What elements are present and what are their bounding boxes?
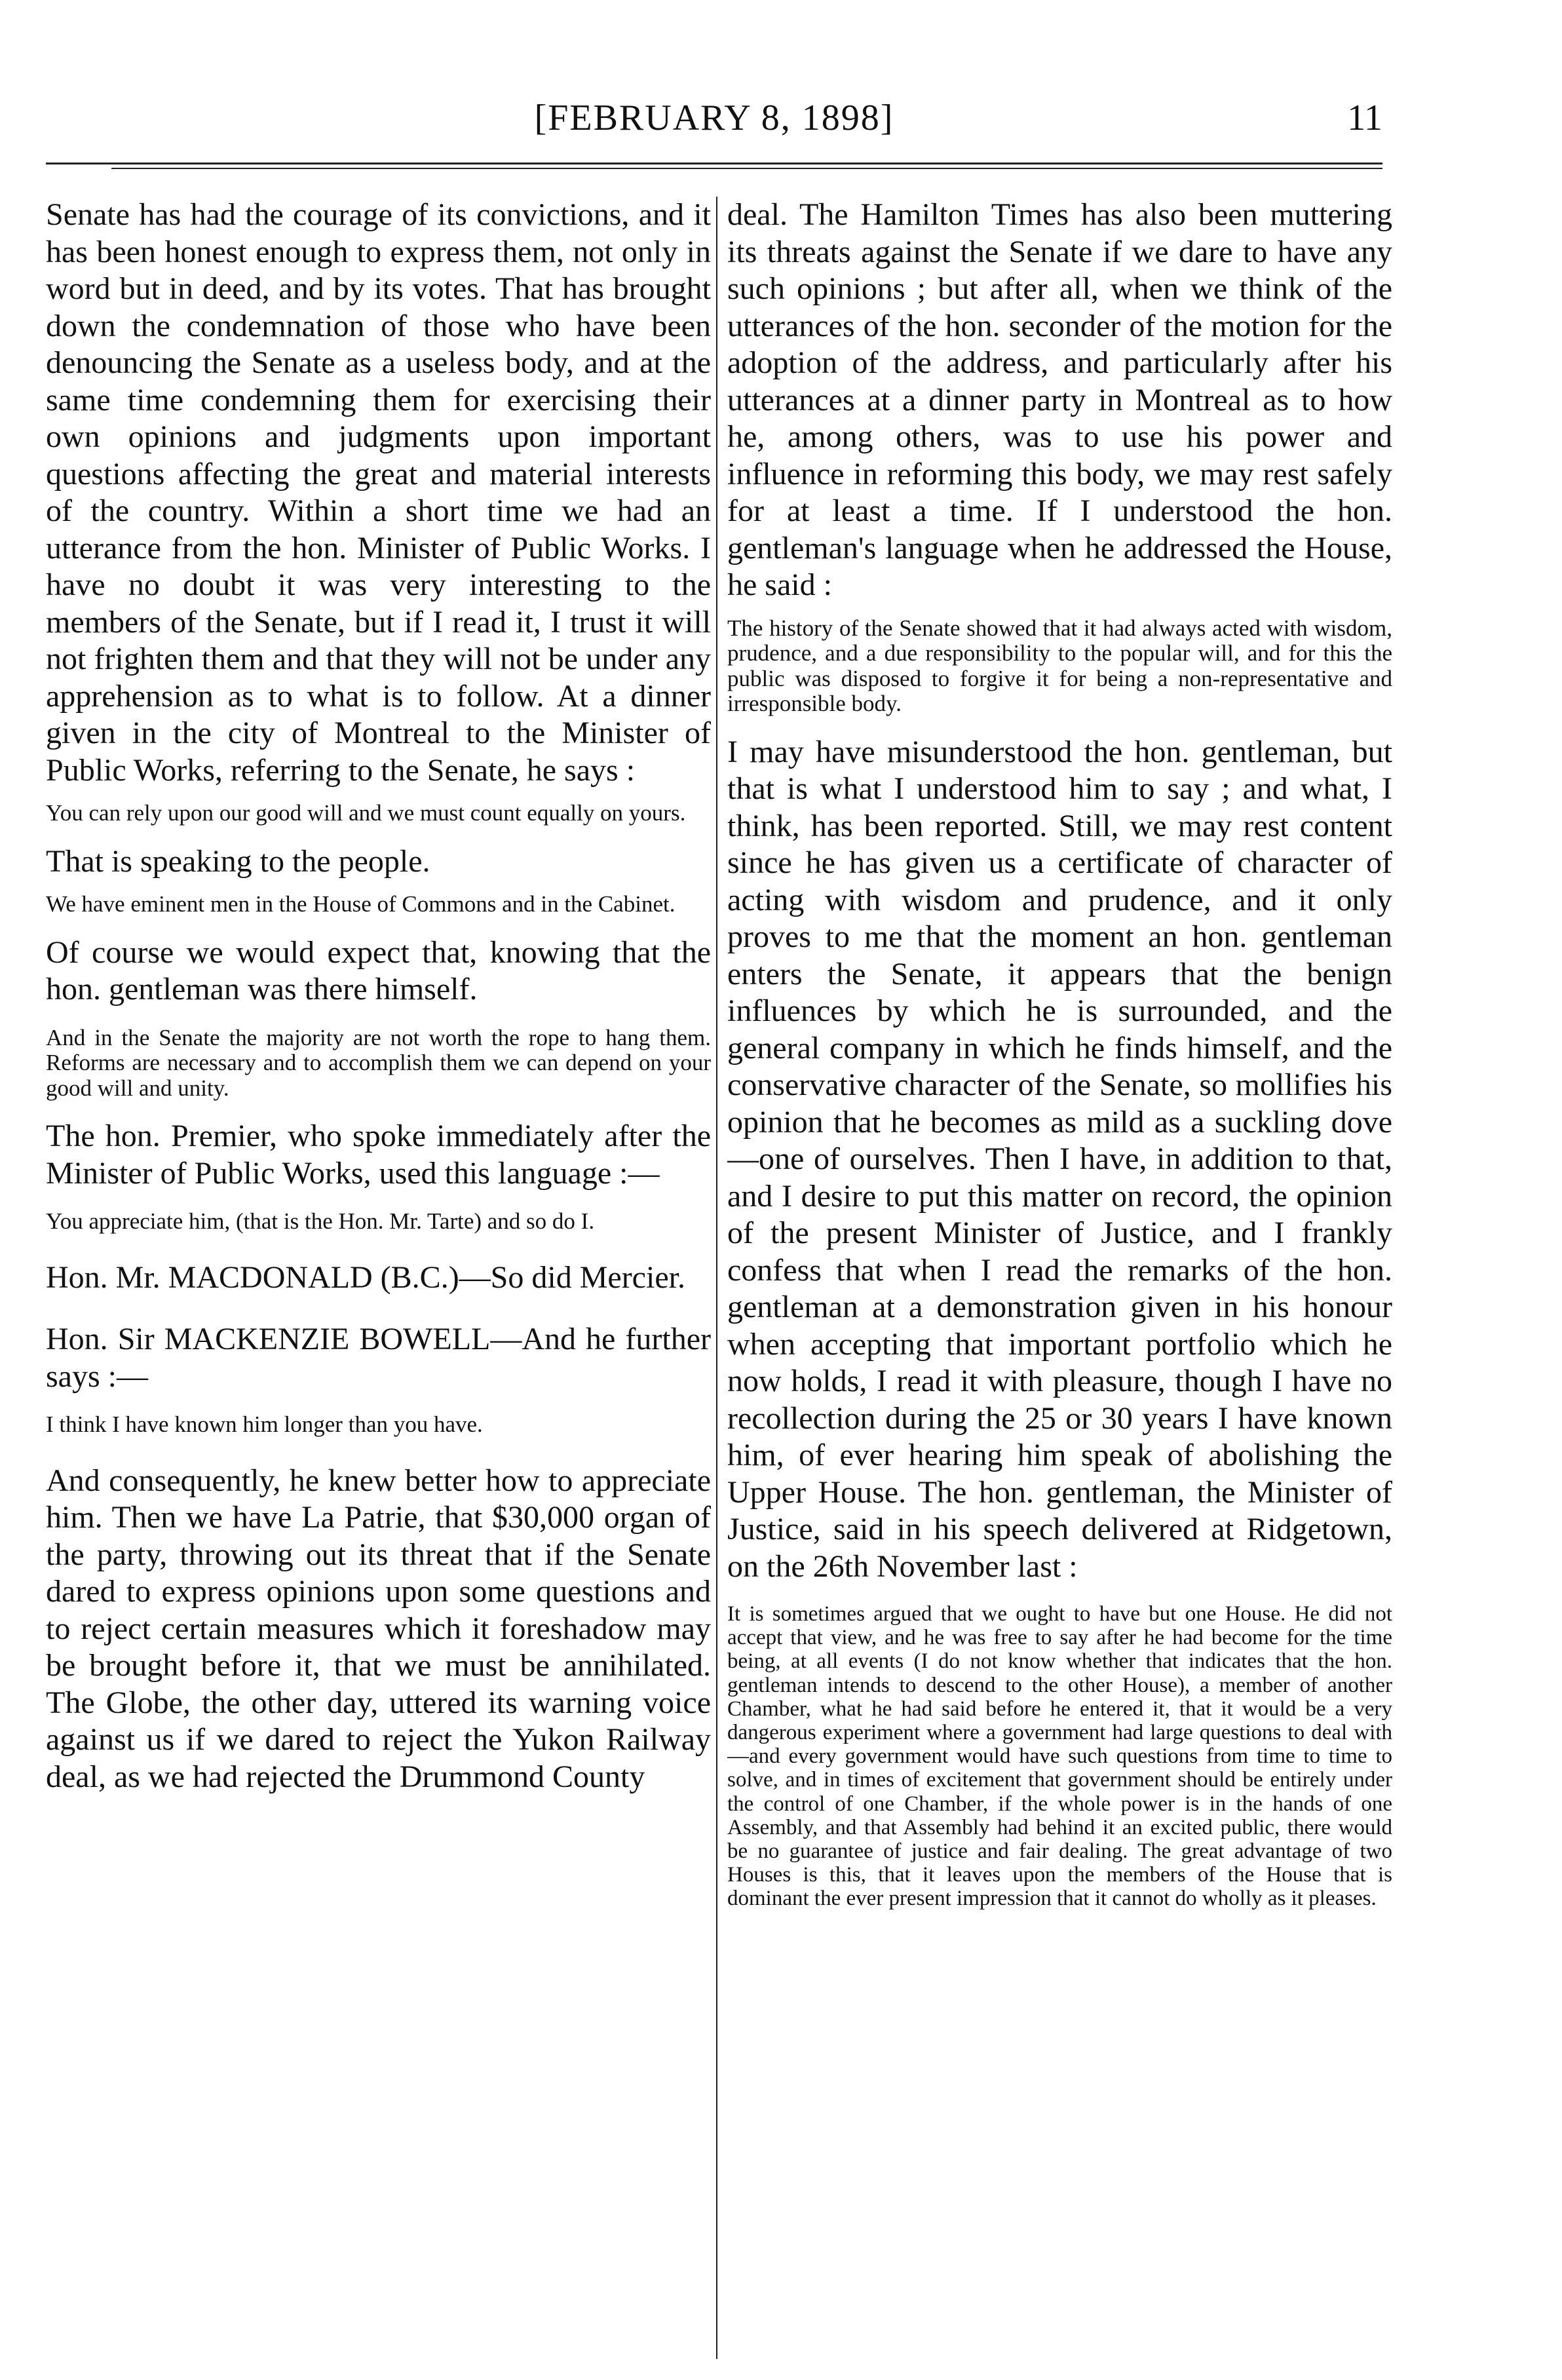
paragraph: The hon. Premier, who spoke immediately after the Minister of Public Works, used this language :— [46, 1119, 711, 1191]
paragraph: deal. The Hamilton Times has also been muttering its threats against the Senate if we dare to have any such opinions ; but after all, when we think of the utterances of the hon. seconder of the motion for the adoption of the address, and particularly after his utterances at a dinner party in Montreal as to how he, among others, was to use his power and influence in reforming this body, we may rest safely for at least a time. If I understood the hon. gentleman's language when he addressed the House, he said : [727, 197, 1392, 602]
quotation: You appreciate him, (that is the Hon. Mr. Tarte) and so do I. [46, 1208, 595, 1234]
quotation: And in the Senate the majority are not worth the rope to hang them. Reforms are necessary and to accomplish them we can depend on your good will and unity. [46, 1024, 711, 1101]
issue-date: [FEBRUARY 8, 1898] [534, 98, 894, 138]
page-header [46, 92, 1382, 144]
left-column [46, 197, 711, 2333]
quotation: I think I have known him longer than you have. [46, 1411, 483, 1437]
page-number: 11 [1347, 98, 1382, 138]
quotation: It is sometimes argued that we ought to have but one House. He did not accept that view, and he was free to say after he had become for the time being, at all events (I do not know whether that indicates that the hon. gentleman intends to descend to the other House), a member of another Chamber, what he had said before he entered it, that it would be a very dangerous experiment where a government had large questions to deal with—and every government would have such questions from time to time to solve, and in times of excitement that government should be entirely under the control of one Chamber, if the whole power is in the hands of one Assembly, and that Assembly had behind it an excited public, there would be no guarantee of justice and fair dealing. The great advantage of two Houses is this, that it leaves upon the members of the House that is dominant the ever present impression that it cannot do wholly as it pleases. [727, 1602, 1392, 1911]
paragraph: I may have misunderstood the hon. gentleman, but that is what I understood him to say ; and what, I think, has been reported. Still, we may rest content since he has given us a certificate of character of acting with wisdom and prudence, and it only proves to me that the moment an hon. gentleman enters the Senate, it appears that the benign influences by which he is surrounded, and the general company in which he finds himself, and the conservative character of the Senate, so mollifies his opinion that he becomes as mild as a suckling dove—one of ourselves. Then I have, in addition to that, and I desire to put this matter on record, the opinion of the present Minister of Justice, and I frankly confess that when I read the remarks of the hon. gentleman at a demonstration given in his honour when accepting that important portfolio which he now holds, I read it with pleasure, though I have no recollection during the 25 or 30 years I have known him, of ever hearing him speak of abolishing the Upper House. The hon. gentleman, the Minister of Justice, said in his speech delivered at Ridgetown, on the 26th November last : [727, 734, 1392, 1584]
right-column [727, 197, 1392, 2333]
header-rule [46, 163, 1382, 164]
quotation: You can rely upon our good will and we must count equally on yours. [46, 800, 686, 826]
paragraph: Of course we would expect that, knowing that the hon. gentleman was there himself. [46, 934, 711, 1007]
quotation: We have eminent men in the House of Commons and in the Cabinet. [46, 891, 676, 917]
header-rule-inner [111, 168, 1382, 169]
paragraph: And consequently, he knew better how to appreciate him. Then we have La Patrie, that $30,000 organ of the party, throwing out its threat that if the Senate dared to express opinions upon some questions and to reject certain measures which it foreshadow may be brought before it, that we must be annihilated. The Globe, the other day, uttered its warning voice against us if we dared to reject the Yukon Railway deal, as we had rejected the Drummond County [46, 1463, 711, 1794]
paragraph: That is speaking to the people. [46, 843, 430, 879]
column-divider [716, 197, 717, 2359]
paragraph: Senate has had the courage of its convictions, and it has been honest enough to express them, not only in word but in deed, and by its votes. That has brought down the condemnation of those who have been denouncing the Senate as a useless body, and at the same time condemning them for exercising their own opinions and judgments upon important questions affecting the great and material interests of the country. Within a short time we had an utterance from the hon. Minister of Public Works. I have no doubt it was very interesting to the members of the Senate, but if I read it, I trust it will not frighten them and that they will not be under any apprehension as to what is to follow. At a dinner given in the city of Montreal to the Minister of Public Works, referring to the Senate, he says : [46, 197, 711, 788]
speaker-paragraph: Hon. Mr. MACDONALD (B.C.)—So did Mercier. [46, 1259, 685, 1295]
quotation: The history of the Senate showed that it had always acted with wisdom, prudence, and a due responsibility to the popular will, and for this the public was disposed to forgive it for being a non-representative and irresponsible body. [727, 615, 1392, 716]
speaker-paragraph: Hon. Sir MACKENZIE BOWELL—And he further says :— [46, 1322, 711, 1394]
